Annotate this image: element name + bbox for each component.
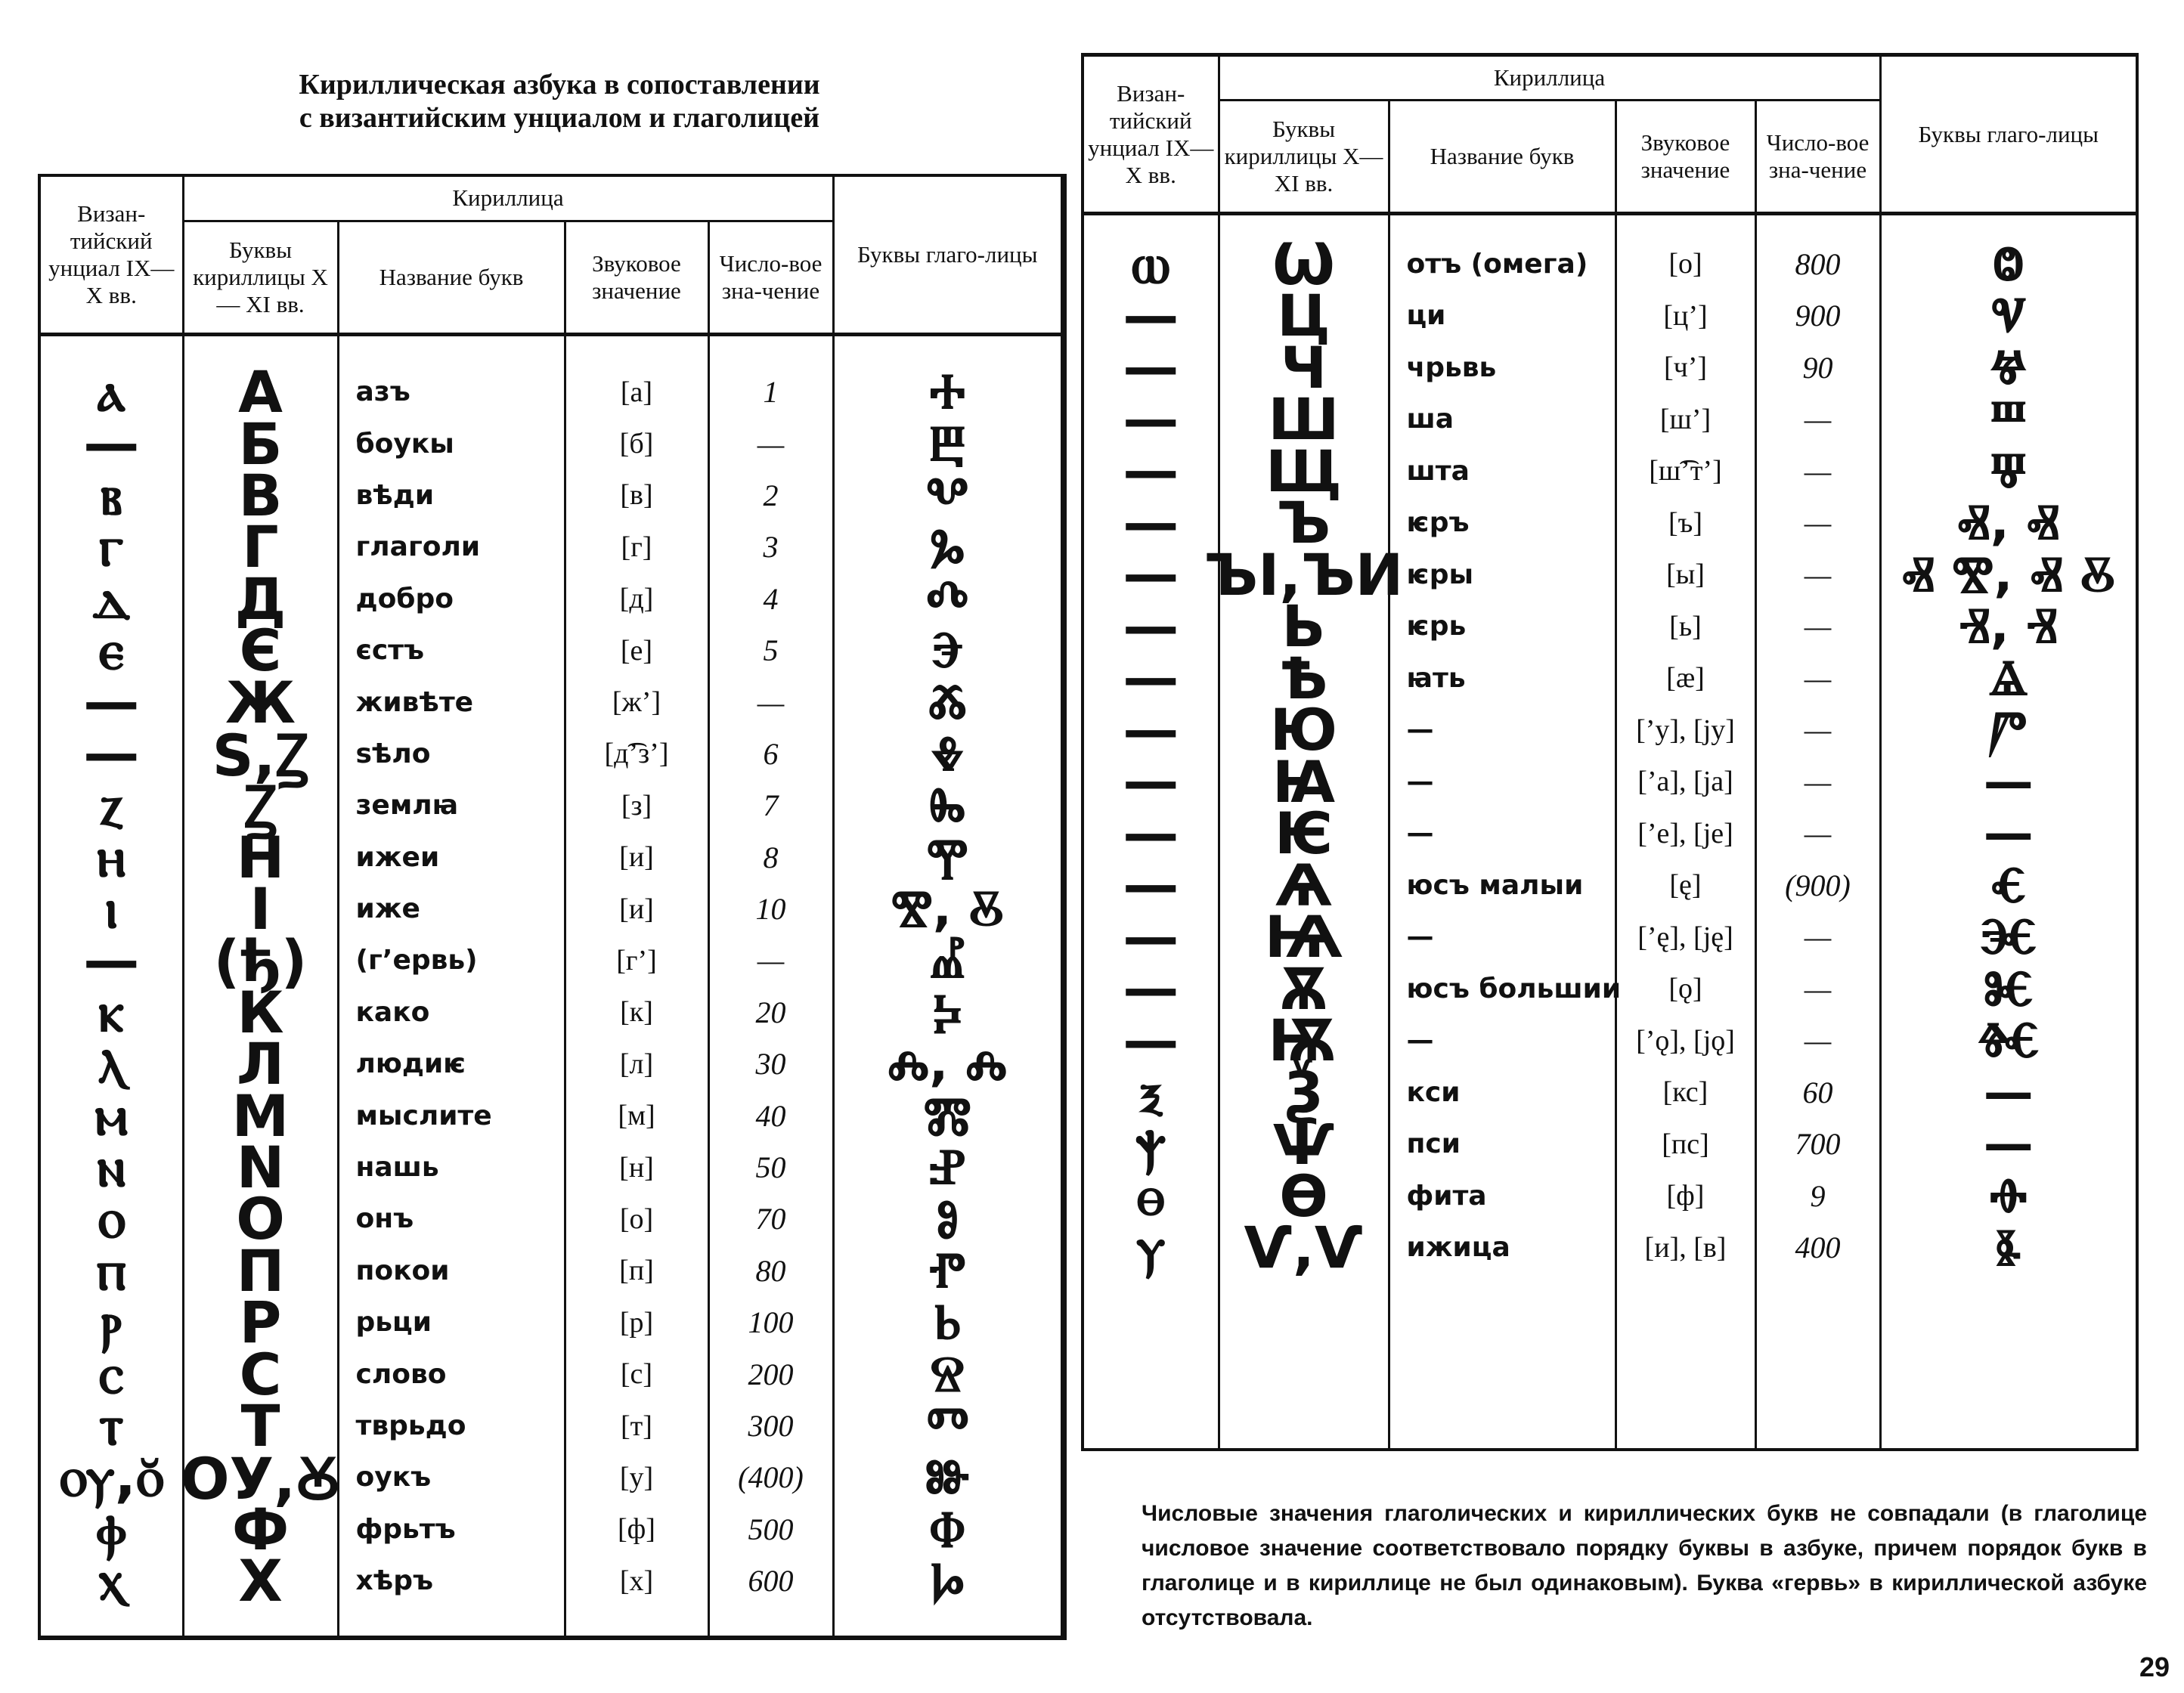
table-cell: фрьтъ (355, 1513, 456, 1545)
table-cell: К (237, 978, 284, 1046)
uncial-column (1084, 215, 1218, 1280)
table-cell: Х (238, 1547, 283, 1615)
cyrillic-column (180, 336, 341, 1615)
table-cell: Ѫ (1279, 955, 1328, 1023)
table-cell: ⲡ (96, 1237, 126, 1303)
table-cell: ⲝ (1140, 1059, 1162, 1125)
table-cell: (ђ) (213, 927, 308, 995)
table-cell: [т] (621, 1410, 652, 1442)
table-cell: 50 (755, 1150, 786, 1185)
table-cell: [’е], [jе] (1637, 817, 1733, 850)
cyrillic-column (1204, 215, 1404, 1282)
table-cell: Ъ (1276, 489, 1331, 557)
table-cell: шта (1406, 455, 1470, 487)
table-cell: — (1123, 749, 1179, 815)
table-cell: Ⰰ (929, 362, 966, 421)
table-cell: — (757, 685, 785, 720)
table-cell: — (1406, 766, 1434, 797)
table-cell: [о] (1668, 248, 1702, 280)
table-cell: ⲣ (101, 1289, 122, 1355)
table-cell: Б (238, 410, 283, 478)
table-cell: — (1123, 956, 1179, 1022)
table-cell: [д͡’з’] (604, 738, 669, 770)
table-cell: 700 (1795, 1127, 1841, 1162)
table-cell: Ⰺ, Ⰻ (891, 879, 1004, 938)
table-cell: N (236, 1134, 285, 1202)
table-cell: — (1983, 1115, 2034, 1174)
table-cell: [з] (621, 789, 652, 822)
table-cell: [д] (619, 583, 654, 615)
table-cell: ⲗ (98, 1031, 125, 1097)
table-cell: ⲃ (101, 462, 122, 528)
table-cell: Ⰿ (923, 1085, 971, 1144)
table-cell: покои (355, 1255, 450, 1286)
table-cell: Ⱏ Ⰺ, Ⱏ Ⰻ (1901, 544, 2115, 603)
table-cell: Ⱎ (1990, 389, 2027, 448)
table-cell: Д (234, 565, 287, 633)
table-cell: — (83, 670, 140, 735)
table-cell: живѣте (355, 686, 474, 718)
header-sound: Звуковое значение (565, 221, 708, 334)
table-cell: юсъ большии (1406, 973, 1622, 1004)
table-cell: ꙗть (1406, 662, 1466, 694)
table-cell: — (83, 411, 140, 477)
table-cell: Ю (1269, 696, 1338, 764)
table-cell: [’ę], [ję] (1637, 921, 1733, 953)
table-cell: вѣди (355, 479, 435, 511)
table-cell: [ж’] (612, 686, 661, 719)
table-cell: ⲟⲩ,ⲟ̆ (59, 1444, 164, 1510)
table-cell: [б] (619, 428, 654, 460)
table-cell: Ж (225, 668, 296, 736)
table-cell: Ⰾ, Ⰾ (888, 1034, 1008, 1093)
table-cell: Щ (1265, 437, 1342, 505)
table-cell: — (1123, 697, 1179, 763)
table-cell: Ⰹ (926, 827, 968, 886)
header-number: Число-вое зна-чение (1755, 101, 1880, 214)
table-cell: ⲛ (97, 1134, 126, 1200)
table-cell: Ⱏ, Ⱏ (1957, 493, 2060, 552)
header-cyr-letters: Буквы кириллицы X — XI вв. (183, 221, 338, 334)
table-cell: фита (1406, 1180, 1487, 1212)
table-cell: Ⰱ (929, 413, 966, 472)
table-cell: боукы (355, 428, 454, 460)
table-cell: [кс] (1662, 1076, 1708, 1109)
table-cell: — (1804, 402, 1832, 437)
table-cell: — (1123, 904, 1179, 970)
table-cell: А (238, 358, 283, 426)
table-cell: ⲓ (104, 876, 119, 942)
table-cell: [пс] (1662, 1128, 1709, 1160)
table-cell: [л] (619, 1048, 654, 1080)
table-cell: ⲏ (97, 824, 126, 890)
table-cell: [у] (619, 1461, 654, 1493)
table-cell: Л (236, 1030, 285, 1098)
table-cell: Ѯ (1284, 1058, 1324, 1126)
table-cell: Ⰷ (931, 723, 965, 782)
table-cell: 90 (1802, 350, 1833, 385)
table-cell: 400 (1795, 1230, 1841, 1265)
table-cell: — (1123, 335, 1179, 401)
table-cell: [ы] (1666, 559, 1705, 591)
table-cell: [’у], [jу] (1636, 713, 1735, 746)
table-cell: пси (1406, 1128, 1461, 1160)
table-cell: [æ] (1666, 662, 1705, 695)
table-cell: слово (355, 1358, 447, 1390)
table-cell: Ⱂ (928, 1240, 966, 1299)
table-cell: юсъ малыи (1406, 869, 1584, 901)
table-cell: — (1804, 506, 1832, 540)
table-cell: Ⱗ (1980, 907, 2037, 966)
table-cell: 600 (748, 1564, 794, 1599)
table-cell: Ⱀ (928, 1137, 966, 1196)
table-cell: [ę] (1669, 869, 1702, 902)
table-cell: иже (355, 893, 420, 925)
table-cell: ⲑ (1137, 1162, 1165, 1228)
table-cell: Ⱋ (1990, 441, 2027, 500)
table-cell: (г’ервь) (355, 945, 478, 976)
table-cell: Ь (1281, 593, 1326, 661)
page-number: 29 (2139, 1651, 2170, 1682)
table-cell: Ⱁ (935, 1189, 959, 1248)
table-cell: Ѕ,Ꙁ (212, 721, 309, 789)
table-cell: Ⱍ (1990, 337, 2028, 396)
name-column (339, 336, 564, 1607)
table-cell: 800 (1795, 246, 1841, 281)
table-cell: [ь] (1669, 610, 1702, 642)
number-column (710, 336, 832, 1607)
table-cell: ⲉ (98, 617, 124, 683)
table-cell: Ѱ (1272, 1110, 1335, 1178)
table-cell: Ⱛ (1995, 1218, 2021, 1277)
table-cell: Ѩ (1264, 903, 1343, 971)
table-cell: добро (355, 583, 454, 614)
table-cell: [ц’] (1663, 299, 1708, 332)
table-cell: 7 (763, 788, 779, 823)
table-cell: [ъ] (1668, 506, 1702, 539)
table-cell: Ⱙ (1977, 1011, 2040, 1069)
header-cyr-letters: Буквы кириллицы X—XI вв. (1219, 101, 1389, 214)
table-cell: Ⱇ (929, 1499, 966, 1558)
right-page (1081, 0, 2170, 1693)
table-cell: — (83, 721, 140, 787)
table-cell: ОУ,Ꙋ (180, 1445, 341, 1513)
table-cell: Ⱃ (934, 1292, 962, 1351)
table-cell: ЪІ,ЪИ (1204, 540, 1404, 608)
table-cell: — (1123, 386, 1179, 452)
table-cell: [р] (619, 1306, 654, 1339)
table-cell: — (1406, 1025, 1434, 1057)
header-cyrillic-group: Кириллица (183, 175, 833, 221)
table-cell: [м] (618, 1100, 655, 1132)
table-cell: хѣръ (355, 1565, 434, 1597)
table-cell: [и], [в] (1644, 1231, 1727, 1264)
table-cell: — (1804, 713, 1832, 747)
table-cell: [ч’] (1663, 351, 1708, 384)
table-cell: М (231, 1082, 290, 1150)
table-cell: [ф] (618, 1513, 655, 1546)
table-cell: ѥрь (1406, 611, 1467, 642)
table-cell: — (1804, 557, 1832, 592)
header-glagolitic: Буквы глаго-лицы (1880, 55, 2137, 214)
table-cell: ⲙ (94, 1082, 129, 1148)
table-cell: 9 (1810, 1178, 1826, 1213)
table-cell: [х] (619, 1565, 654, 1597)
table-cell: Ѭ (1268, 1007, 1340, 1075)
table-cell: П (236, 1236, 285, 1305)
table-cell: 900 (1795, 299, 1841, 333)
table-cell: Ⱚ (1989, 1165, 2028, 1224)
table-cell: — (1983, 1063, 2034, 1122)
table-cell: Ⰶ (928, 672, 967, 731)
table-cell: Ⰴ (926, 568, 969, 627)
table-cell: — (1804, 453, 1832, 488)
table-cell: ⲍ (100, 772, 123, 838)
name-column (1390, 215, 1622, 1274)
table-cell: — (1123, 800, 1179, 866)
table-cell: — (1406, 714, 1434, 746)
table-cell: мыслите (355, 1100, 492, 1131)
table-cell: ⲫ (96, 1496, 127, 1561)
table-cell: ⲱ (1132, 231, 1170, 296)
table-cell: — (1804, 609, 1832, 644)
table-cell: 40 (755, 1098, 786, 1133)
table-cell: ⲟ (98, 1186, 125, 1252)
page-title (212, 68, 907, 135)
table-cell: [с] (620, 1358, 653, 1391)
table-cell: ци (1406, 300, 1446, 332)
table-cell: Ⱘ (1983, 958, 2034, 1017)
table-cell: Ⱌ (1990, 286, 2026, 345)
left-page (30, 0, 1073, 1693)
table-cell: Ⱆ (925, 1447, 970, 1506)
table-cell: Ⱈ (930, 1551, 965, 1610)
table-cell: — (1123, 438, 1179, 504)
table-cell: Ⰽ (933, 982, 962, 1041)
footnote: Числовые значения глаголических и кириллических букв не совпадали (в глаголице числовое значение соответствовало порядку буквы в азбуке, причем порядок букв в глаголице и в кириллице не был одинаковым). Буква «гервь» в кириллической азбуке отсутствовала. (1142, 1501, 2147, 1630)
table-cell: Ⱄ (930, 1344, 965, 1403)
table-cell: — (757, 426, 785, 461)
table-cell: азъ (355, 376, 410, 408)
table-cell: — (1123, 542, 1179, 608)
table-cell: рьци (355, 1307, 432, 1339)
table-cell: [а] (620, 376, 653, 408)
table-cell: отъ (омега) (1406, 248, 1588, 280)
table-cell: — (1123, 645, 1179, 711)
table-cell: 1 (763, 375, 779, 410)
table-cell: Ⱓ (1989, 700, 2028, 759)
table-cell: 500 (748, 1512, 794, 1546)
header-name: Название букв (338, 221, 565, 334)
table-cell: ѥръ (1406, 507, 1470, 539)
table-cell: 2 (763, 478, 779, 512)
header-name: Название букв (1389, 101, 1616, 214)
table-cell: [ш͡’т’] (1649, 455, 1722, 487)
table-cell: Ⱐ, Ⱐ (1959, 596, 2058, 655)
header-cyrillic-group: Кириллица (1219, 55, 1880, 101)
table-cell: Ѡ (1272, 230, 1336, 298)
table-cell: нашь (355, 1152, 439, 1184)
table-cell: Є (239, 617, 282, 685)
table-cell: [е] (620, 634, 653, 667)
table-cell: Ⱉ (1993, 234, 2024, 292)
header-sound: Звуковое значение (1616, 101, 1755, 214)
table-cell: Ѵ,Ѵ (1244, 1214, 1364, 1282)
title-line-1: Кириллическая азбука в сопоставлении (299, 69, 820, 101)
table-cell: Ⱑ (1989, 648, 2028, 707)
table-cell: како (355, 996, 430, 1028)
table-cell: ижица (1406, 1232, 1510, 1264)
table-cell: [н] (619, 1151, 654, 1184)
table-cell: В (238, 461, 283, 529)
table-cell: С (239, 1340, 282, 1408)
table-cell: 8 (763, 840, 779, 874)
table-cell: 80 (755, 1253, 786, 1288)
table-cell: Ⱅ (926, 1396, 968, 1455)
table-cell: єстъ (355, 635, 425, 667)
table-cell: 70 (755, 1202, 786, 1236)
table-cell: — (1983, 752, 2034, 811)
table-cell: чрьвь (1406, 351, 1497, 383)
table-cell: 100 (748, 1305, 794, 1340)
table-cell: Ⰵ (931, 621, 964, 679)
table-cell: Ѣ (1279, 644, 1328, 712)
table-cell: ⲕ (98, 979, 125, 1045)
table-cell: І (249, 875, 271, 943)
header-byzantine: Визан-тийский унциал IX—X вв. (1083, 55, 1219, 214)
table-cell: Ѧ (1275, 851, 1333, 919)
glagolitic-column (1882, 215, 2136, 1277)
table-cell: Ⰸ (929, 775, 966, 834)
table-cell: О (236, 1185, 285, 1253)
sound-column (566, 336, 708, 1607)
table-cell: 4 (763, 581, 779, 616)
table-cell: ⲧ (99, 1393, 124, 1459)
alphabet-table-right (1081, 53, 2139, 1451)
sound-column (1617, 215, 1755, 1274)
table-cell: Ⱔ (1990, 855, 2027, 914)
table-cell: — (1406, 921, 1434, 953)
table-cell: ѥры (1406, 559, 1474, 590)
table-cell: — (1804, 816, 1832, 851)
table-cell: Ⰳ (930, 517, 965, 576)
table-cell: ⲯ (1135, 1111, 1166, 1177)
table-cell: тврьдо (355, 1410, 466, 1441)
table-cell: [ф] (1666, 1180, 1705, 1212)
uncial-column (41, 336, 182, 1614)
table-cell: 10 (755, 892, 786, 927)
header-byzantine: Визан-тийский унциал IX—X вв. (39, 175, 183, 334)
table-cell: — (1804, 971, 1832, 1006)
table-cell: Р (239, 1289, 282, 1357)
table-cell: — (83, 928, 140, 993)
table-cell: ⲇ (92, 565, 131, 631)
table-cell: — (1123, 283, 1179, 348)
table-cell: Ⰼ (929, 930, 965, 989)
table-cell: оукъ (355, 1462, 432, 1493)
table-cell: — (1983, 804, 2034, 863)
table-cell: Т (240, 1392, 280, 1460)
table-cell: Ш (1268, 385, 1340, 453)
table-cell: 300 (748, 1409, 794, 1443)
table-cell: 60 (1802, 1075, 1833, 1110)
table-cell: [’ǫ], [jǫ] (1636, 1024, 1735, 1057)
table-cell: [г] (621, 531, 652, 563)
table-cell: — (1804, 764, 1832, 799)
table-cell: 20 (755, 995, 786, 1029)
table-cell: 6 (763, 736, 779, 771)
table-cell: (400) (738, 1460, 804, 1495)
table-cell: людиѥ (355, 1048, 466, 1080)
table-cell: ша (1406, 404, 1454, 435)
table-cell: — (1123, 490, 1179, 556)
number-column (1757, 215, 1879, 1274)
table-cell: ⲅ (99, 514, 124, 580)
table-cell: Ч (1280, 333, 1327, 401)
table-cell: 5 (763, 633, 779, 668)
table-cell: (900) (1785, 868, 1851, 902)
table-cell: [г’] (616, 944, 657, 976)
table-cell: Ц (1277, 282, 1331, 350)
table-cell: ⲩ (1136, 1215, 1166, 1280)
table-cell: — (757, 943, 785, 978)
table-cell: [к] (620, 996, 653, 1029)
table-cell: 200 (748, 1357, 794, 1391)
table-cell: Ꙁ (243, 773, 277, 841)
table-cell: [и] (619, 893, 654, 925)
table-cell: — (1804, 661, 1832, 695)
table-cell: глаголи (355, 531, 481, 563)
table-cell: ѕѣло (355, 738, 431, 769)
table-cell: Ф (231, 1495, 290, 1563)
table-cell: — (1804, 920, 1832, 955)
table-cell: Ѳ (1279, 1162, 1328, 1230)
glagolitic-column (835, 336, 1061, 1610)
table-cell: [ǫ] (1668, 973, 1702, 1005)
table-cell: ижеи (355, 841, 440, 873)
table-cell: [в] (620, 479, 653, 512)
title-line-2: с византийским унциалом и глаголицей (299, 102, 820, 134)
table-cell: 30 (755, 1047, 786, 1082)
table-cell: 3 (763, 530, 779, 565)
table-cell: [’а], [jа] (1637, 766, 1733, 798)
table-cell: кси (1406, 1076, 1461, 1108)
table-cell: — (1123, 1007, 1179, 1073)
table-cell: онъ (355, 1203, 414, 1235)
table-cell: Ꙗ (1272, 747, 1336, 816)
table-cell: землꙗ (355, 790, 459, 822)
table-cell: — (1406, 818, 1434, 850)
table-cell: Ѥ (1275, 800, 1333, 868)
table-cell: Ⰲ (926, 465, 969, 524)
header-glagolitic: Буквы глаго-лицы (833, 175, 1064, 334)
header-number: Число-вое зна-чение (708, 221, 833, 334)
table-cell: ⲭ (98, 1548, 125, 1614)
table-cell: ⲁ (97, 359, 125, 425)
table-cell: — (1804, 1023, 1832, 1058)
table-cell: ⲥ (99, 1341, 124, 1407)
table-cell: [п] (619, 1255, 654, 1287)
table-cell: Г (242, 513, 279, 581)
table-cell: [ш’] (1659, 403, 1712, 435)
table-cell: [и] (619, 841, 654, 874)
table-cell: — (1123, 593, 1179, 659)
table-cell: — (1123, 853, 1179, 918)
table-cell: Н (236, 823, 285, 891)
table-cell: [о] (619, 1202, 654, 1235)
alphabet-table-left (38, 174, 1067, 1640)
